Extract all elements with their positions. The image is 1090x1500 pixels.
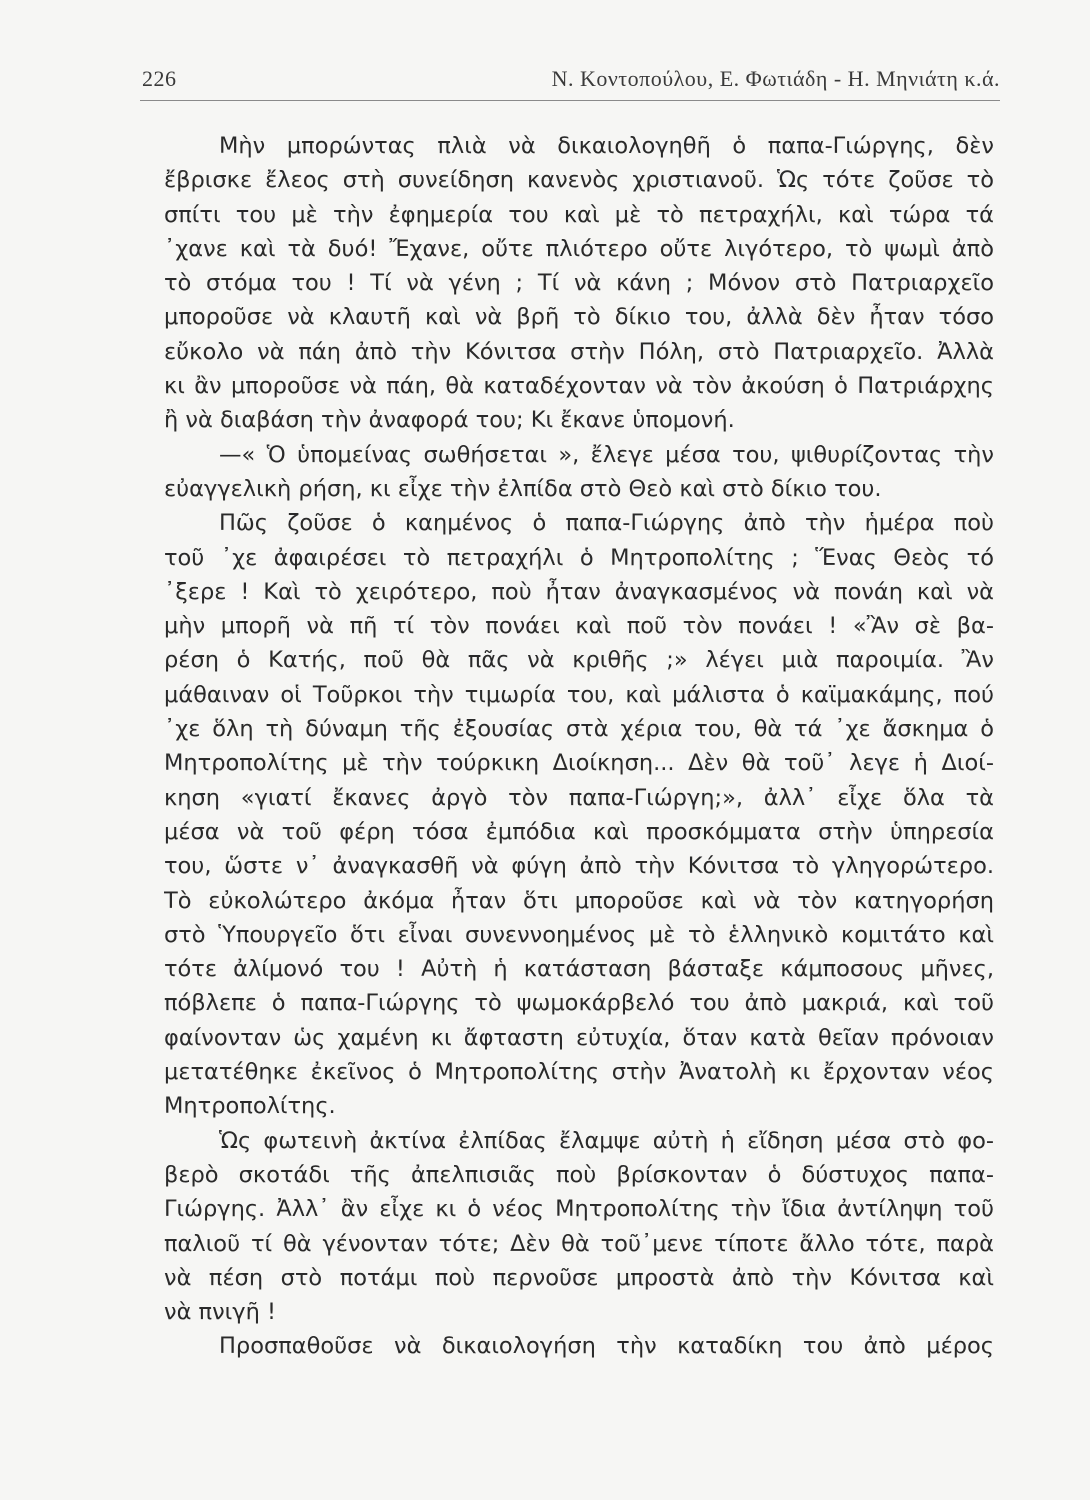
text-line: εὔκολο νὰ πάη ἀπὸ τὴν Κόνιτσα στὴν Πόλη, στὸ Πατριαρχεῖο. Ἀλλὰ: [164, 338, 994, 365]
running-head: Ν. Κοντοπούλου, Ε. Φωτιάδη - Η. Μηνιάτη κ.ά.: [551, 66, 1000, 91]
text-line: βερὸ σκοτάδι τῆς ἀπελπισιᾶς ποὺ βρίσκονταν ὁ δύστυχος παπα-: [164, 1161, 994, 1188]
text-line: μάθαιναν οἱ Τοῦρκοι τὴν τιμωρία του, καὶ μάλιστα ὁ καϊμακάμης, πού: [164, 681, 994, 708]
text-line: παλιοῦ τί θὰ γένονταν τότε; Δὲν θὰ τοῦ᾿μενε τίποτε ἄλλο τότε, παρὰ: [164, 1230, 994, 1257]
text-line: ᾿χανε καὶ τὰ δυό! Ἔχανε, οὔτε πλιότερο οὔτε λιγότερο, τὸ ψωμὶ ἀπὸ: [164, 235, 994, 262]
page-header: [142, 66, 1000, 98]
text-line: Γιώργης. Ἀλλ᾿ ἂν εἶχε κι ὁ νέος Μητροπολίτης τὴν ἴδια ἀντίληψη τοῦ: [164, 1196, 994, 1223]
text-line: εὐαγγελικὴ ρήση, κι εἶχε τὴν ἐλπίδα στὸ Θεὸ καὶ στὸ δίκιο του.: [164, 475, 882, 502]
text-line: νὰ πέση στὸ ποτάμι ποὺ περνοῦσε μπροστὰ ἀπὸ τὴν Κόνιτσα καὶ: [164, 1264, 994, 1291]
text-line: —« Ὁ ὑπομείνας σωθήσεται », ἔλεγε μέσα του, ψιθυρίζοντας τὴν: [219, 441, 994, 468]
text-line: ἔβρισκε ἔλεος στὴ συνείδηση κανενὸς χριστιανοῦ. Ὡς τότε ζοῦσε τὸ: [164, 167, 994, 194]
text-line: ρέση ὁ Κατής, ποῦ θὰ πᾶς νὰ κριθῆς ;» λέγει μιὰ παροιμία. Ἂν: [164, 647, 994, 674]
text-line: Προσπαθοῦσε νὰ δικαιολογήση τὴν καταδίκη του ἀπὸ μέρος: [219, 1333, 994, 1360]
text-line: μὴν μπορῆ νὰ πῆ τί τὸν πονάει καὶ ποῦ τὸν πονάει ! «Ἂν σὲ βα-: [164, 613, 994, 640]
text-line: ἢ νὰ διαβάση τὴν ἀναφορά του; Κι ἔκανε ὑπομονή.: [164, 407, 735, 434]
text-line: κι ἂν μποροῦσε νὰ πάη, θὰ καταδέχονταν νὰ τὸν ἀκούση ὁ Πατριάρχης: [164, 373, 994, 400]
text-line: φαίνονταν ὡς χαμένη κι ἄφταστη εὐτυχία, ὅταν κατὰ θεῖαν πρόνοιαν: [164, 1024, 994, 1051]
page-number: 226: [142, 66, 177, 91]
text-line: ᾿ξερε ! Καὶ τὸ χειρότερο, ποὺ ἦταν ἀναγκασμένος νὰ πονάη καὶ νὰ: [164, 578, 994, 605]
text-line: τὸ στόμα του ! Τί νὰ γένη ; Τί νὰ κάνη ; Μόνον στὸ Πατριαρχεῖο: [164, 270, 994, 297]
text-line: Πῶς ζοῦσε ὁ καημένος ὁ παπα-Γιώργης ἀπὸ τὴν ἡμέρα ποὺ: [219, 510, 994, 537]
text-line: σπίτι του μὲ τὴν ἐφημερία του καὶ μὲ τὸ πετραχήλι, καὶ τώρα τά: [164, 201, 994, 228]
text-line: μετατέθηκε ἐκεῖνος ὁ Μητροπολίτης στὴν Ἀνατολὴ κι ἔρχονταν νέος: [164, 1059, 994, 1086]
text-line: τότε ἀλίμονό του ! Αὐτὴ ἡ κατάσταση βάσταξε κάμποσους μῆνες,: [164, 956, 994, 983]
header-rule: [140, 100, 1000, 101]
text-line: πόβλεπε ὁ παπα-Γιώργης τὸ ψωμοκάρβελό του ἀπὸ μακριά, καὶ τοῦ: [164, 990, 994, 1017]
text-line: τοῦ ᾿χε ἀφαιρέσει τὸ πετραχήλι ὁ Μητροπολίτης ; Ἕνας Θεὸς τό: [164, 544, 994, 571]
body-text: [164, 129, 994, 1364]
text-line: στὸ Ὑπουργεῖο ὅτι εἶναι συνεννοημένος μὲ τὸ ἑλληνικὸ κομιτάτο καὶ: [164, 921, 994, 948]
text-line: νὰ πνιγῆ !: [164, 1299, 277, 1326]
text-line: του, ὥστε ν᾿ ἀναγκασθῆ νὰ φύγη ἀπὸ τὴν Κόνιτσα τὸ γληγορώτερο.: [164, 853, 994, 880]
text-line: μέσα νὰ τοῦ φέρη τόσα ἐμπόδια καὶ προσκόμματα στὴν ὑπηρεσία: [164, 818, 994, 845]
text-line: κηση «γιατί ἔκανες ἀργὸ τὸν παπα-Γιώργη;», ἀλλ᾿ εἶχε ὅλα τὰ: [164, 784, 994, 811]
text-line: Μητροπολίτης.: [164, 1093, 336, 1120]
text-line: μποροῦσε νὰ κλαυτῆ καὶ νὰ βρῆ τὸ δίκιο του, ἀλλὰ δὲν ἦταν τόσο: [164, 304, 994, 331]
text-line: Μητροπολίτης μὲ τὴν τούρκικη Διοίκηση... Δὲν θὰ τοῦ᾿ λεγε ἡ Διοί-: [164, 750, 994, 777]
text-line: ᾿χε ὅλη τὴ δύναμη τῆς ἐξουσίας στὰ χέρια του, θὰ τά ᾿χε ἄσκημα ὁ: [164, 716, 994, 743]
text-line: Μὴν μπορώντας πλιὰ νὰ δικαιολογηθῆ ὁ παπα-Γιώργης, δὲν: [219, 133, 994, 159]
text-line: Τὸ εὐκολώτερο ἀκόμα ἦταν ὅτι μποροῦσε καὶ νὰ τὸν κατηγορήση: [164, 887, 994, 914]
text-line: Ὡς φωτεινὴ ἀκτίνα ἐλπίδας ἔλαμψε αὐτὴ ἡ εἴδηση μέσα στὸ φο-: [219, 1127, 994, 1154]
